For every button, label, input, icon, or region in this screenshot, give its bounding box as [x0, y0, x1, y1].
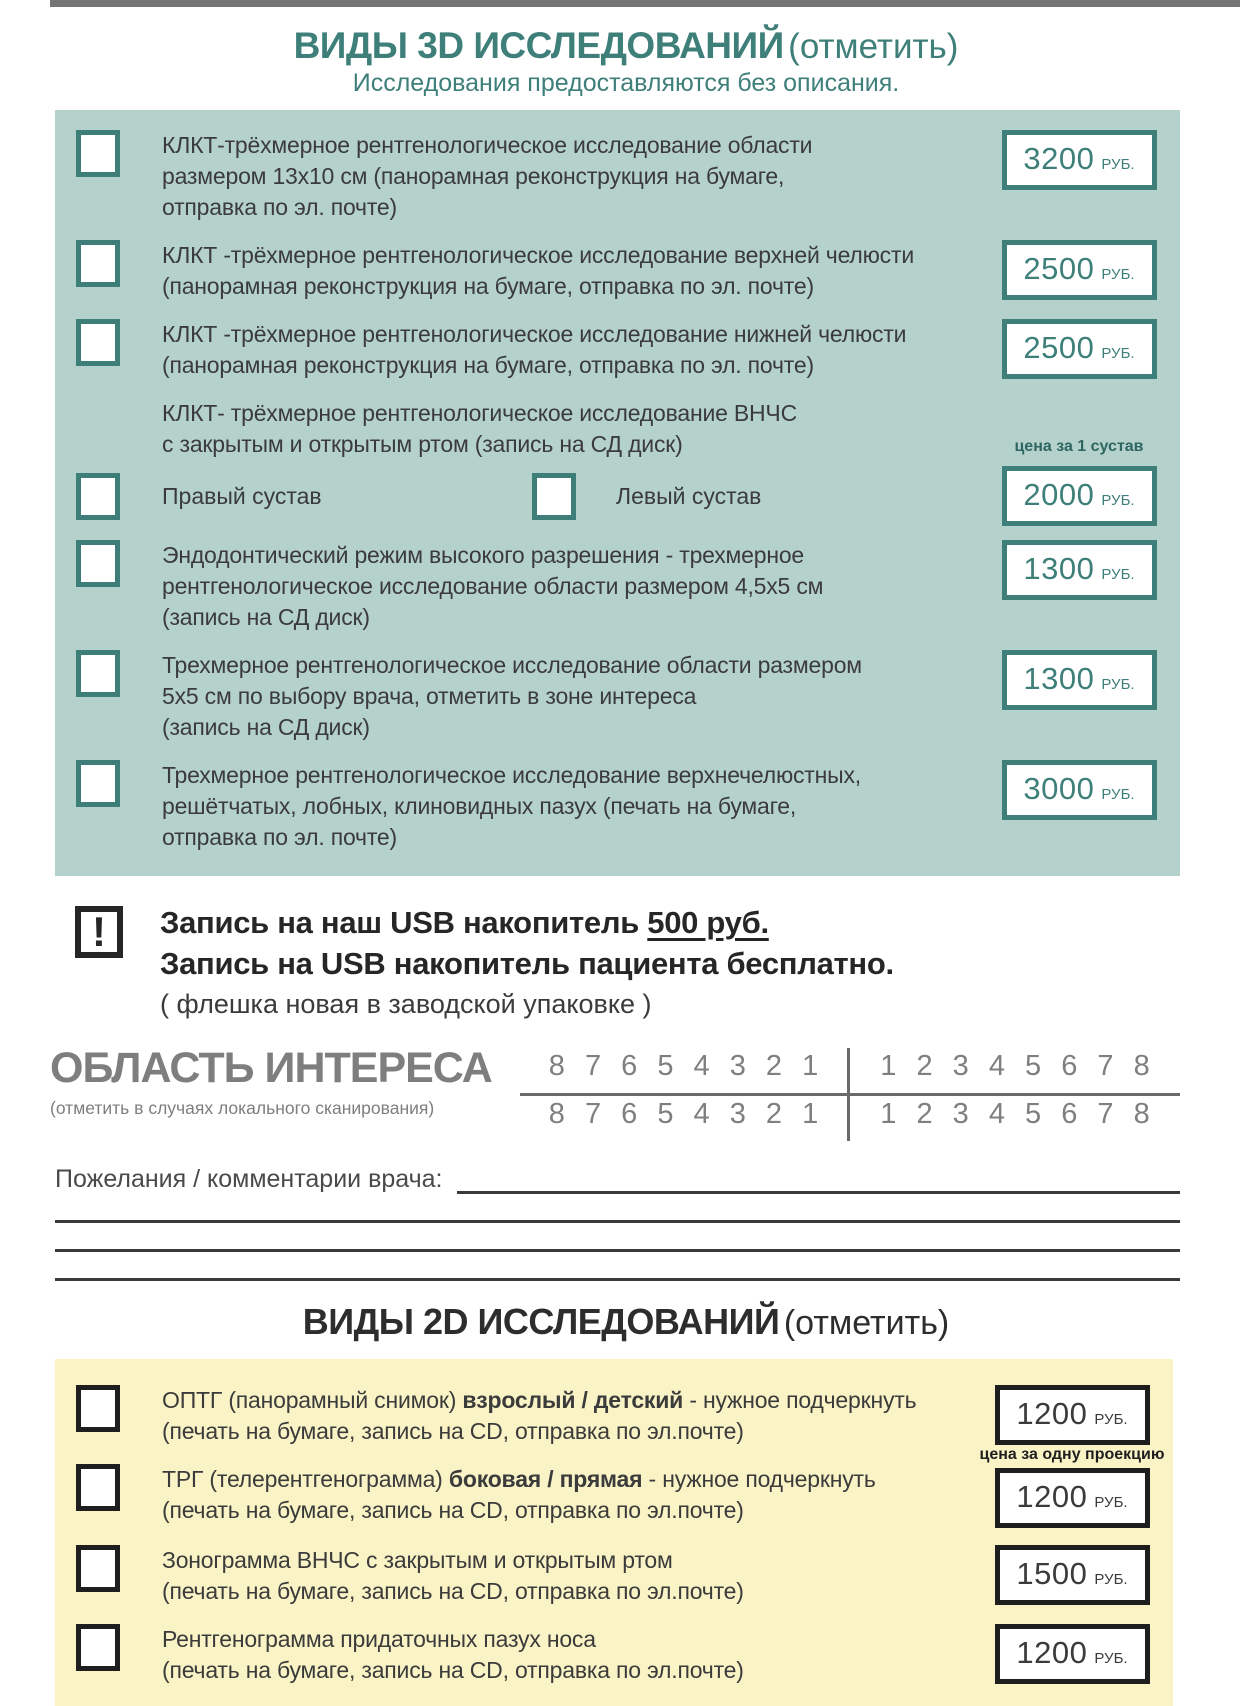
section-3d-title-suffix: (отметить): [788, 27, 959, 66]
teeth-lower-left-quadrant[interactable]: 1 2 3 4 5 6 7 8: [880, 1098, 1150, 1130]
doctor-comments-section: [55, 1165, 1180, 1281]
service-text: ОПТГ (панорамный снимок): [162, 1387, 463, 1413]
service-line: (панорамная реконструкция на бумаге, отправка по эл. почте): [162, 352, 814, 378]
service-description: [162, 1385, 983, 1447]
service-line: отправка по эл. почте): [162, 824, 397, 850]
usb-price-underlined: 500 руб.: [647, 905, 769, 940]
service-description: [162, 760, 990, 853]
service-row-klkt-lower-jaw: [55, 319, 1180, 381]
section-3d-title-text: ВИДЫ 3D ИССЛЕДОВАНИЙ: [293, 25, 784, 66]
price-value: 1300: [1023, 551, 1095, 586]
price-value: 3200: [1023, 141, 1095, 176]
price-value: 1500: [1016, 1556, 1088, 1591]
service-text: ТРГ (телерентгенограмма): [162, 1466, 449, 1492]
service-line: размером 13х10 см (панорамная реконструкция на бумаге,: [162, 163, 785, 189]
right-joint-label: Правый сустав: [162, 482, 322, 509]
service-line: КЛКТ -трёхмерное рентгенологическое исследование нижней челюсти: [162, 321, 907, 347]
service-description: [162, 398, 990, 460]
service-row-klkt-13x10: [55, 130, 1180, 223]
teeth-upper-right-quadrant[interactable]: 8 7 6 5 4 3 2 1: [520, 1048, 850, 1096]
checkbox-klkt-13x10[interactable]: [76, 130, 120, 177]
usb-note-line1: [160, 902, 894, 943]
service-row-trg: [55, 1446, 1173, 1528]
section-3d-subtitle: Исследования предоставляются без описания.: [352, 69, 900, 97]
joint-selection-row: [55, 466, 1180, 526]
checkbox-endo-mode[interactable]: [76, 540, 120, 587]
price-note-per-joint: цена за 1 сустав: [1014, 438, 1144, 455]
service-row-endo-mode: [55, 540, 1180, 633]
service-line: Трехмерное рентгенологическое исследование верхнечелюстных,: [162, 762, 861, 788]
checkbox-sinuses-3d[interactable]: [76, 760, 120, 807]
service-description: [162, 240, 990, 302]
service-line: решётчатых, лобных, клиновидных пазух (печать на бумаге,: [162, 793, 797, 819]
service-row-optg: [55, 1385, 1173, 1447]
price-currency: РУБ.: [1094, 1650, 1128, 1667]
area-of-interest-subtitle: (отметить в случаях локального сканирования): [50, 1098, 435, 1118]
comment-write-line[interactable]: [55, 1194, 1180, 1223]
price-box: [1002, 130, 1157, 190]
checkbox-sinus-xray[interactable]: [76, 1624, 120, 1671]
section-2d-header: [0, 1301, 1252, 1343]
price-currency: РУБ.: [1094, 1571, 1128, 1588]
service-description: [162, 1545, 983, 1607]
price-box: [1002, 650, 1157, 710]
service-line: (печать на бумаге, запись на CD, отправка по эл.почте): [162, 1418, 744, 1444]
service-line: [162, 1464, 983, 1495]
panel-2d-services: [55, 1359, 1173, 1706]
service-line: (печать на бумаге, запись на CD, отправка по эл.почте): [162, 1657, 744, 1683]
underline-choice-text: боковая / прямая: [448, 1466, 643, 1492]
checkbox-trg[interactable]: [76, 1464, 120, 1511]
price-currency: РУБ.: [1101, 676, 1135, 693]
price-currency: РУБ.: [1101, 345, 1135, 362]
checkbox-right-joint[interactable]: [76, 473, 120, 520]
service-line: (панорамная реконструкция на бумаге, отправка по эл. почте): [162, 273, 814, 299]
comment-write-line[interactable]: [55, 1252, 1180, 1281]
service-line: Трехмерное рентгенологическое исследование области размером: [162, 652, 862, 678]
price-box: [1002, 540, 1157, 600]
price-currency: РУБ.: [1101, 786, 1135, 803]
section-3d-title: [0, 25, 1252, 67]
service-text: - нужное подчеркнуть: [642, 1466, 876, 1492]
price-currency: РУБ.: [1101, 266, 1135, 283]
checkbox-klkt-lower-jaw[interactable]: [76, 319, 120, 366]
checkbox-zonogram[interactable]: [76, 1545, 120, 1592]
top-divider-bar: [50, 0, 1240, 7]
service-line: (печать на бумаге, запись на CD, отправка по эл.почте): [162, 1578, 744, 1604]
service-line: [162, 1385, 983, 1416]
price-currency: РУБ.: [1101, 566, 1135, 583]
service-line: с закрытым и открытым ртом (запись на СД диск): [162, 431, 683, 457]
price-box: [1002, 240, 1157, 300]
service-description: [162, 319, 990, 381]
price-box: [995, 1624, 1150, 1684]
usb-note-line1-text: Запись на наш USB накопитель: [160, 905, 648, 940]
comments-label: Пожелания / комментарии врача:: [55, 1165, 443, 1193]
teeth-upper-left-quadrant[interactable]: 1 2 3 4 5 6 7 8: [850, 1048, 1180, 1096]
underline-choice-text: взрослый / детский: [462, 1387, 684, 1413]
service-line: (запись на СД диск): [162, 714, 370, 740]
tooth-quadrant-chart: [520, 1048, 1180, 1141]
usb-note-line2: Запись на USB накопитель пациента бесплатно.: [160, 946, 894, 981]
section-2d-title-suffix: (отметить): [783, 1304, 950, 1342]
price-box: [995, 1545, 1150, 1605]
service-line: (печать на бумаге, запись на CD, отправка по эл.почте): [162, 1497, 744, 1523]
usb-note-line3: ( флешка новая в заводской упаковке ): [160, 989, 652, 1019]
service-description: [162, 1464, 983, 1526]
service-description: [162, 130, 990, 223]
panel-3d-services: [55, 110, 1180, 876]
price-value: 1200: [1016, 1635, 1088, 1670]
section-2d-title-text: ВИДЫ 2D ИССЛЕДОВАНИЙ: [302, 1301, 780, 1342]
checkbox-klkt-upper-jaw[interactable]: [76, 240, 120, 287]
comment-write-line[interactable]: [55, 1223, 1180, 1252]
price-value: 2000: [1023, 477, 1095, 512]
service-line: Эндодонтический режим высокого разрешения - трехмерное: [162, 542, 805, 568]
checkbox-left-joint[interactable]: [532, 473, 576, 520]
service-line: Зонограмма ВНЧС с закрытым и открытым ртом: [162, 1547, 673, 1573]
price-value: 1200: [1016, 1396, 1088, 1431]
area-of-interest-title: ОБЛАСТЬ ИНТЕРЕСА: [50, 1044, 492, 1092]
service-row-5x5-area: [55, 650, 1180, 743]
service-line: КЛКТ -трёхмерное рентгенологическое исследование верхней челюсти: [162, 242, 914, 268]
service-description: [162, 650, 990, 743]
checkbox-5x5-area[interactable]: [76, 650, 120, 697]
service-row-klkt-upper-jaw: [55, 240, 1180, 302]
service-line: отправка по эл. почте): [162, 194, 397, 220]
teeth-lower-right-quadrant[interactable]: 8 7 6 5 4 3 2 1: [520, 1096, 850, 1141]
price-value: 2500: [1023, 330, 1095, 365]
comment-write-line[interactable]: [457, 1165, 1181, 1194]
price-box: [1002, 319, 1157, 379]
service-line: 5х5 см по выбору врача, отметить в зоне интереса: [162, 683, 697, 709]
price-note-per-projection: цена за одну проекцию: [979, 1446, 1165, 1463]
service-line: КЛКТ-трёхмерное рентгенологическое исследование области: [162, 132, 813, 158]
price-box: [1002, 760, 1157, 820]
service-line: Рентгенограмма придаточных пазух носа: [162, 1626, 596, 1652]
service-text: - нужное подчеркнуть: [683, 1387, 917, 1413]
service-row-sinus-xray: [55, 1624, 1173, 1686]
price-currency: РУБ.: [1101, 156, 1135, 173]
price-currency: РУБ.: [1094, 1494, 1128, 1511]
service-description: [162, 1624, 983, 1686]
service-line: (запись на СД диск): [162, 604, 370, 630]
price-box: [1002, 466, 1157, 526]
price-box: [995, 1468, 1150, 1528]
service-line: рентгенологическое исследование области размером 4,5х5 см: [162, 573, 824, 599]
section-3d-header: [0, 25, 1252, 98]
price-value: 3000: [1023, 771, 1095, 806]
price-currency: РУБ.: [1101, 492, 1135, 509]
price-box: [995, 1385, 1150, 1445]
price-value: 2500: [1023, 251, 1095, 286]
area-of-interest-section: [50, 1044, 1180, 1141]
checkbox-optg[interactable]: [76, 1385, 120, 1432]
service-row-sinuses-3d: [55, 760, 1180, 853]
service-line: КЛКТ- трёхмерное рентгенологическое исследование ВНЧС: [162, 400, 797, 426]
service-row-klkt-vnchs: [55, 398, 1180, 460]
price-currency: РУБ.: [1094, 1411, 1128, 1428]
left-joint-label: Левый сустав: [616, 482, 762, 509]
warning-exclamation-icon: !: [75, 906, 123, 958]
service-row-zonogram: [55, 1545, 1173, 1607]
price-value: 1200: [1016, 1479, 1088, 1514]
price-value: 1300: [1023, 661, 1095, 696]
usb-note: [75, 902, 1252, 1020]
service-description: [162, 540, 990, 633]
